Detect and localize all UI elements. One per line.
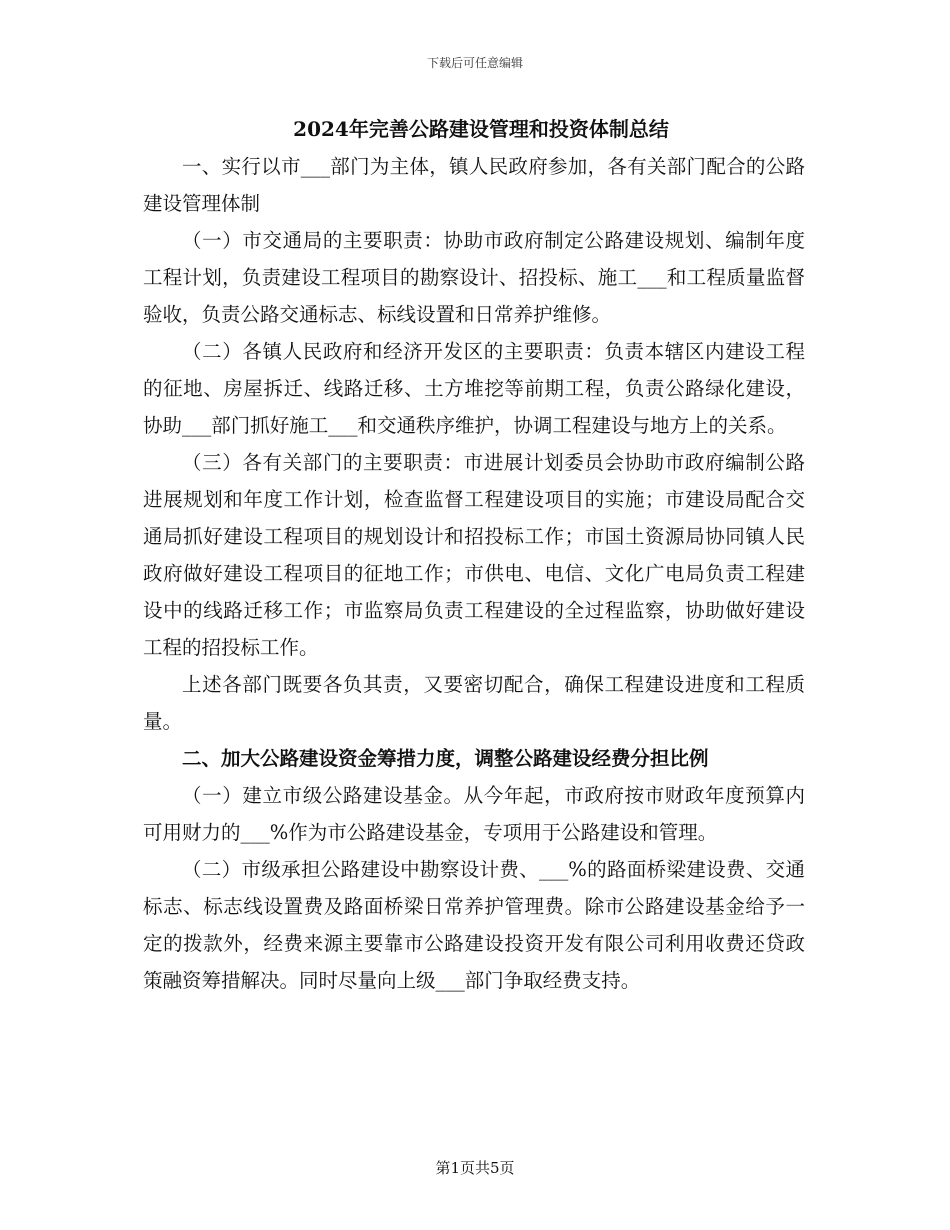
page-number: 第1页共5页 — [435, 1159, 515, 1177]
paragraph-2-2: （二）市级承担公路建设中勘察设计费、___%的路面桥梁建设费、交通标志、标志线设置费及路面桥梁日常养护管理费。除市公路建设基金给予一定的拨款外，经费来源主要靠市公路建设投资开发有限公司利用收费还贷政策融资筹措解决。同时尽量向上级___部门争取经费支持。 — [143, 858, 805, 992]
page-header-note: 下载后可任意编辑 — [426, 56, 523, 70]
document-body — [143, 110, 805, 999]
paragraph-1-2: （二）各镇人民政府和经济开发区的主要职责：负责本辖区内建设工程的征地、房屋拆迁、线路迁移、土方堆挖等前期工程，负责公路绿化建设，协助___部门抓好施工___和交通秩序维护，协调工程建设与地方上的关系。 — [143, 340, 805, 437]
section-2-heading: 二、加大公路建设资金筹措力度，调整公路建设经费分担比例 — [182, 747, 709, 770]
paragraph-1-3: （三）各有关部门的主要职责：市进展计划委员会协助市政府编制公路进展规划和年度工作计划，检查监督工程建设项目的实施；市建设局配合交通局抓好建设工程项目的规划设计和招投标工作；市国土资源局协同镇人民政府做好建设工程项目的征地工作；市供电、电信、文化广电局负责工程建设中的线路迁移工作；市监察局负责工程建设的全过程监察，协助做好建设工程的招投标工作。 — [143, 451, 805, 659]
paragraph-1-summary: 上述各部门既要各负其责，又要密切配合，确保工程建设进度和工程质量。 — [143, 673, 805, 733]
document-title: 2024年完善公路建设管理和投资体制总结 — [293, 117, 669, 141]
paragraph-1-1: （一）市交通局的主要职责：协助市政府制定公路建设规划、编制年度工程计划，负责建设工程项目的勘察设计、招投标、施工___和工程质量监督验收，负责公路交通标志、标线设置和日常养护维修。 — [143, 229, 805, 326]
section-1-heading: 一、实行以市___部门为主体，镇人民政府参加，各有关部门配合的公路建设管理体制 — [143, 155, 805, 215]
paragraph-2-1: （一）建立市级公路建设基金。从今年起，市政府按市财政年度预算内可用财力的___%作为市公路建设基金，专项用于公路建设和管理。 — [143, 784, 805, 844]
